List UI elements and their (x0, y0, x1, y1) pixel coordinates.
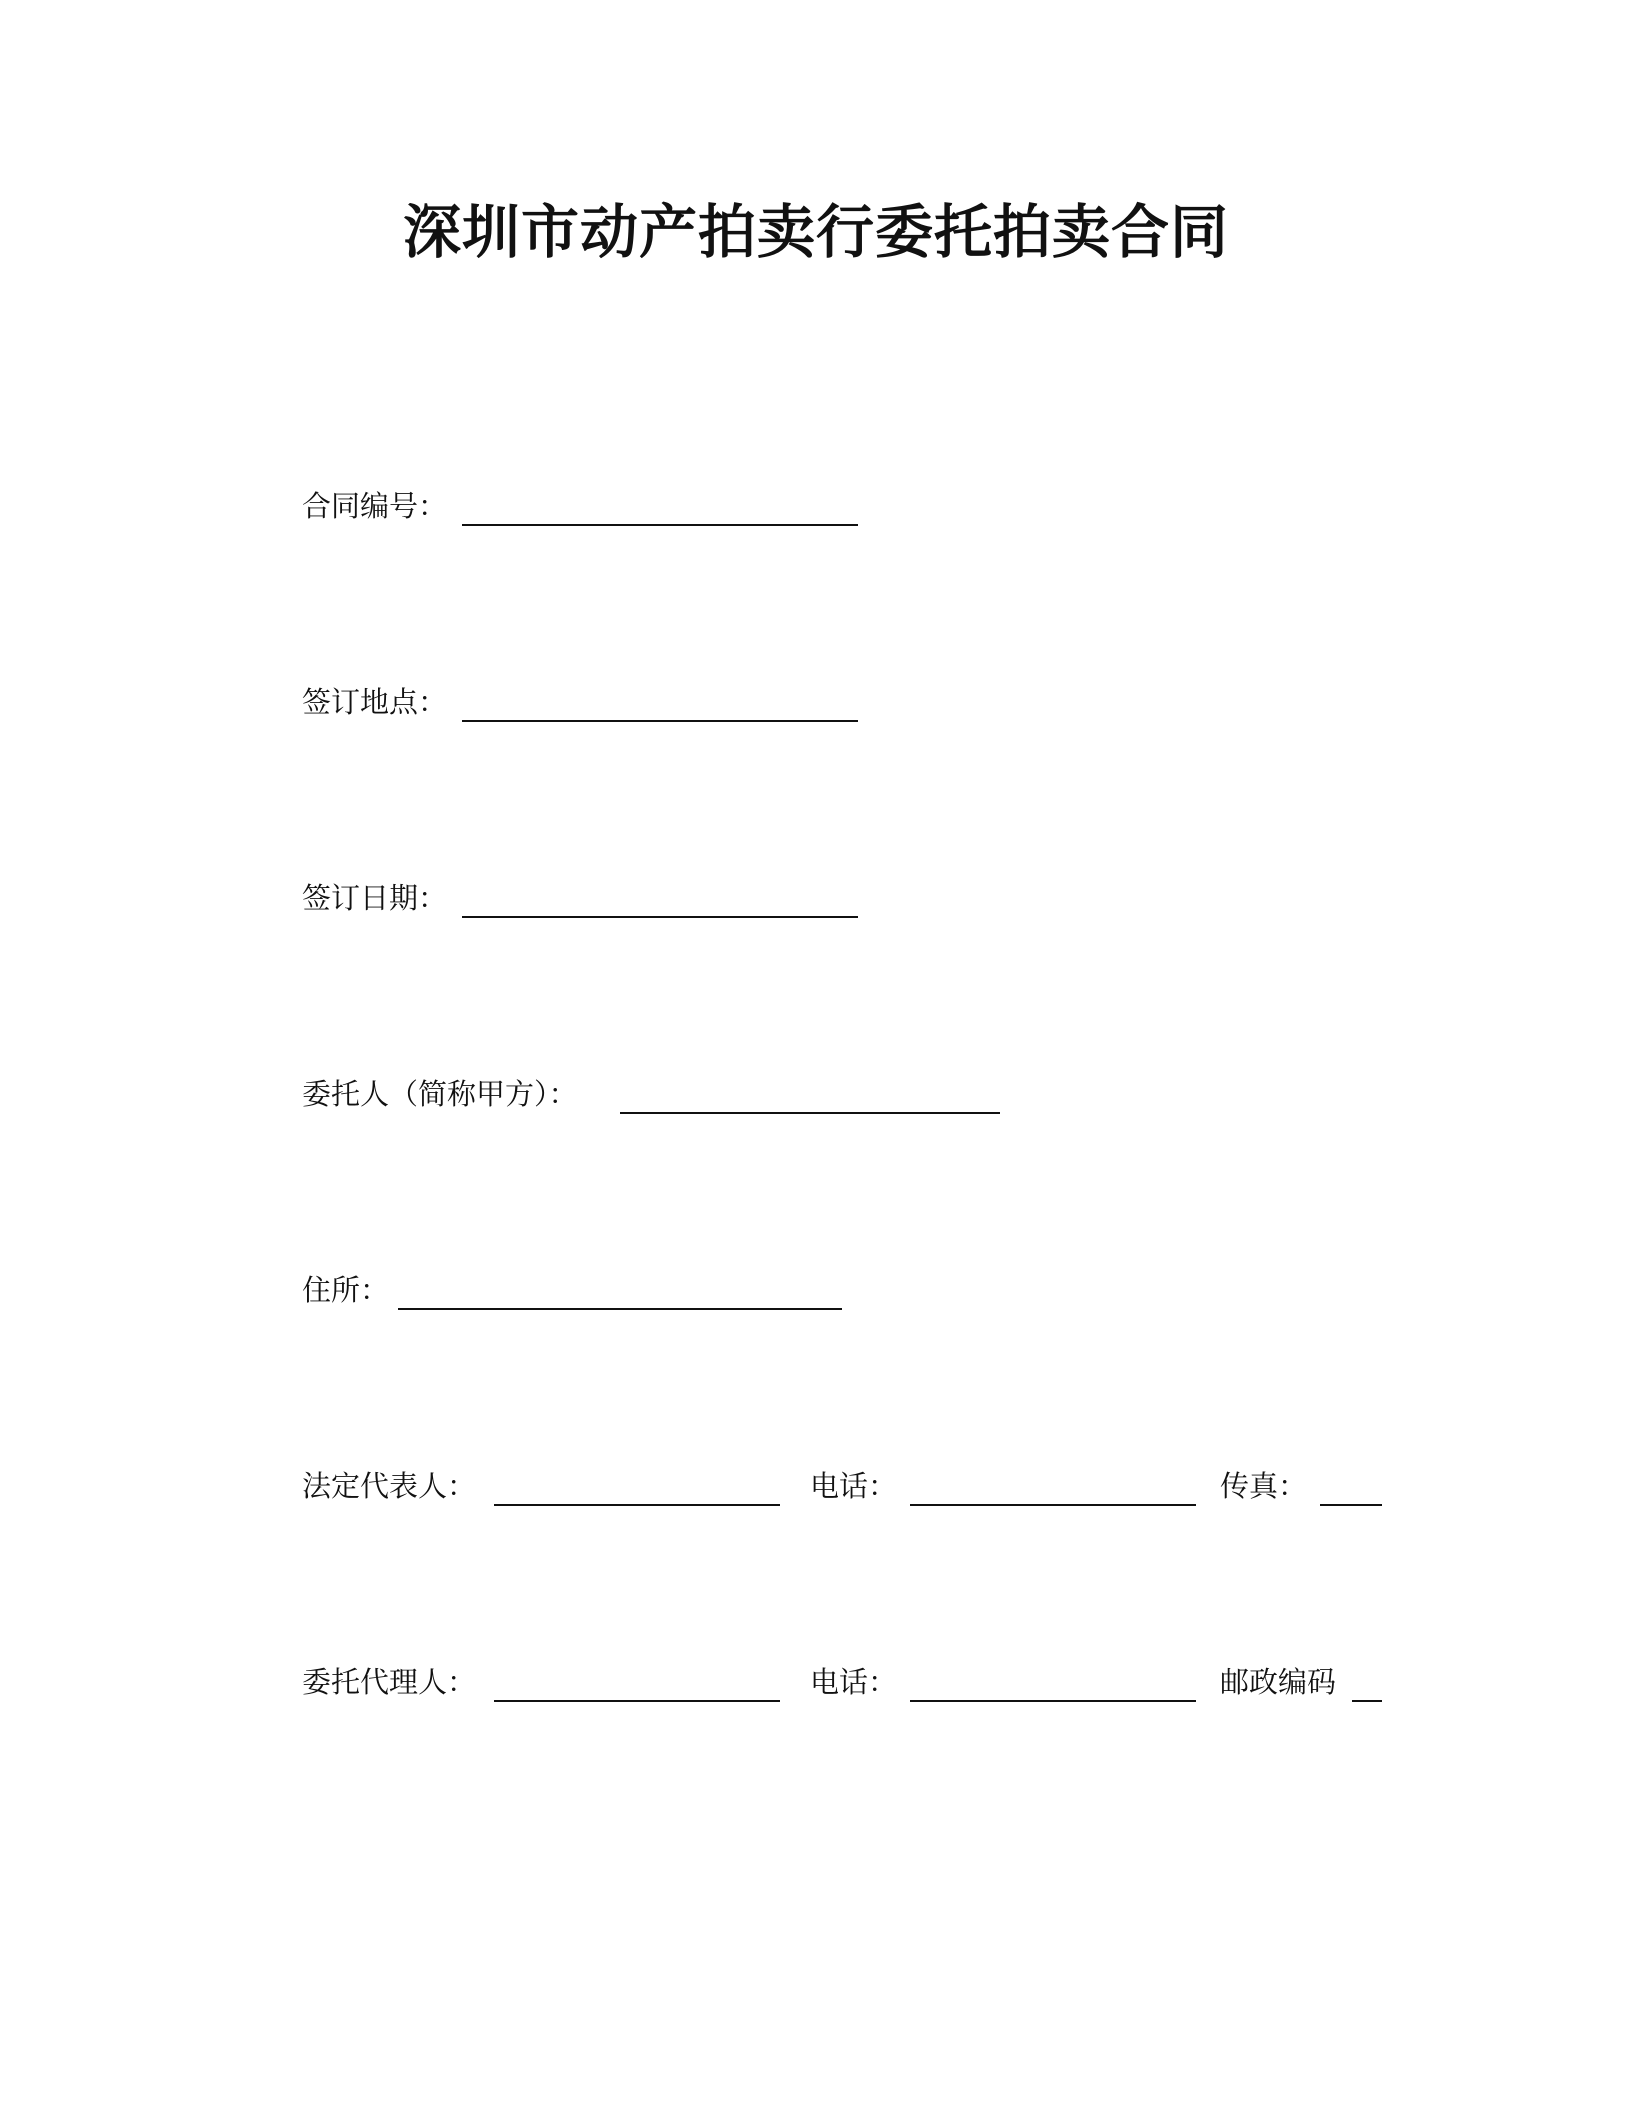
fax-label: 传真： (1220, 1469, 1308, 1503)
document-title: 深圳市动产拍卖行委托拍卖合同 (402, 198, 1229, 266)
address-blank[interactable] (398, 1308, 842, 1310)
phone-label: 电话： (810, 1469, 898, 1503)
agent-phone-blank[interactable] (910, 1700, 1196, 1702)
authorized-agent-blank[interactable] (494, 1700, 780, 1702)
contract-number-blank[interactable] (462, 524, 858, 526)
phone-blank[interactable] (910, 1504, 1196, 1506)
signing-place-blank[interactable] (462, 720, 858, 722)
legal-representative-label: 法定代表人： (302, 1469, 477, 1503)
signing-date-blank[interactable] (462, 916, 858, 918)
fax-blank[interactable] (1320, 1504, 1382, 1506)
postal-code-label: 邮政编码 (1220, 1665, 1337, 1699)
postal-code-blank[interactable] (1352, 1700, 1382, 1702)
client-blank[interactable] (620, 1112, 1000, 1114)
signing-date-label: 签订日期： (302, 881, 448, 915)
signing-place-label: 签订地点： (302, 685, 448, 719)
contract-number-label: 合同编号： (302, 489, 448, 523)
agent-phone-label: 电话： (810, 1665, 898, 1699)
authorized-agent-label: 委托代理人： (302, 1665, 477, 1699)
legal-representative-blank[interactable] (494, 1504, 780, 1506)
address-label: 住所： (302, 1273, 390, 1307)
client-label: 委托人（简称甲方）： (302, 1077, 578, 1111)
